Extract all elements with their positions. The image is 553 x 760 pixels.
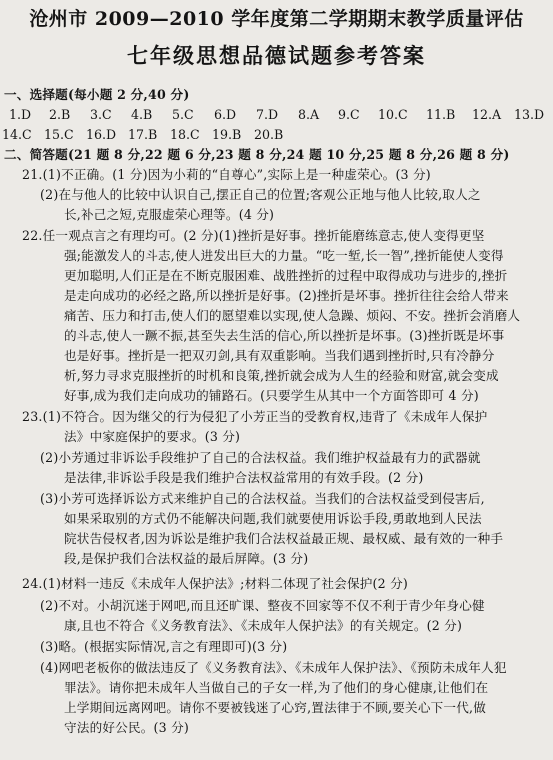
answer-line: (2)在与他人的比较中认识自己,摆正自己的位置;客观公正地与他人比较,取人之 bbox=[40, 187, 481, 202]
mcq-answer: 10.C bbox=[378, 107, 408, 122]
mcq-answer: 5.C bbox=[172, 107, 194, 122]
mcq-answer: 2.B bbox=[49, 107, 71, 122]
answer-line: 守法的好公民。(3 分) bbox=[64, 720, 189, 735]
answer-line: 23.(1)不符合。因为继父的行为侵犯了小芳正当的受教育权,违背了《未成年人保护 bbox=[22, 409, 488, 424]
answer-line: 罪法》。请你把未成年人当做自己的子女一样,为了他们的身心健康,让他们在 bbox=[64, 680, 489, 695]
answer-line: 好事,成为我们走向成功的铺路石。(只要学生从其中一个方面答即可 4 分) bbox=[64, 388, 479, 403]
answer-line: 也是好事。挫折是一把双刃剑,具有双重影响。当我们遇到挫折时,只有冷静分 bbox=[64, 348, 495, 363]
section2-heading: 二、简答题(21 题 8 分,22 题 6 分,23 题 8 分,24 题 10 分,25 题 8 分,26 题 8 分) bbox=[4, 147, 510, 162]
mcq-answer: 4.B bbox=[131, 107, 153, 122]
mcq-answer: 12.A bbox=[472, 107, 502, 122]
mcq-answer: 8.A bbox=[298, 107, 320, 122]
mcq-answer: 9.C bbox=[338, 107, 360, 122]
answer-line: (2)不对。小胡沉迷于网吧,而且还旷课、整夜不回家等不仅不利于青少年身心健 bbox=[40, 598, 485, 613]
answer-line: 康,且也不符合《义务教育法》、《未成年人保护法》的有关规定。(2 分) bbox=[64, 618, 463, 633]
answer-line: 院状告侵权者,因为诉讼是维护我们合法权益最正规、最权威、最有效的一种手 bbox=[64, 531, 504, 546]
answer-line: (2)小芳通过非诉讼手段维护了自己的合法权益。我们维护权益最有力的武器就 bbox=[40, 450, 481, 465]
mcq-answer: 6.D bbox=[214, 107, 237, 122]
answer-line: 是法律,非诉讼手段是我们维护合法权益常用的有效手段。(2 分) bbox=[64, 470, 424, 485]
answer-line: 21.(1)不正确。(1 分)因为小莉的“自尊心”,实际上是一种虚荣心。(3 分) bbox=[22, 167, 431, 182]
answer-line: 更加聪明,人们正是在不断克服困难、战胜挫折的过程中取得成功与进步的,挫折 bbox=[64, 268, 508, 283]
answer-line: 上学期间远离网吧。请你不要被钱迷了心窍,置法律于不顾,要关心下一代,做 bbox=[64, 700, 487, 715]
answer-line: 的斗志,使人一蹶不振,甚至失去生活的信心,所以挫折是坏事。(3)挫折既是坏事 bbox=[64, 328, 505, 343]
section1-heading: 一、选择题(每小题 2 分,40 分) bbox=[4, 87, 190, 102]
answer-line: 24.(1)材料一违反《未成年人保护法》;材料二体现了社会保护(2 分) bbox=[22, 576, 408, 591]
document-subtitle: 七年级思想品德试题参考答案 bbox=[127, 43, 426, 68]
answer-line: (3)略。(根据实际情况,言之有理即可)(3 分) bbox=[40, 639, 288, 654]
mcq-answer: 3.C bbox=[90, 107, 112, 122]
answer-line: 段,是保护我们合法权益的最后屏障。(3 分) bbox=[64, 551, 309, 566]
mcq-answer: 1.D bbox=[9, 107, 32, 122]
answer-line: 如果采取别的方式仍不能解决问题,我们就要使用诉讼手段,勇敢地到人民法 bbox=[64, 511, 482, 526]
mcq-answer: 19.B bbox=[212, 127, 242, 142]
mcq-answer: 16.D bbox=[86, 127, 117, 142]
answer-line: (3)小芳可选择诉讼方式来维护自己的合法权益。当我们的合法权益受到侵害后, bbox=[40, 491, 485, 506]
mcq-answer: 15.C bbox=[44, 127, 74, 142]
answer-line: 痛苦、压力和打击,使人们的愿望难以实现,使人急躁、烦闷、不安。挫折会消磨人 bbox=[64, 308, 521, 323]
mcq-answer: 20.B bbox=[254, 127, 284, 142]
mcq-answer: 17.B bbox=[128, 127, 158, 142]
answer-line: 长,补己之短,克服虚荣心理等。(4 分) bbox=[64, 207, 275, 222]
answer-line: 法》中家庭保护的要求。(3 分) bbox=[64, 429, 241, 444]
mcq-answer: 13.D bbox=[514, 107, 545, 122]
answer-line: 是走向成功的必经之路,所以挫折是好事。(2)挫折是坏事。挫折往往会给人带来 bbox=[64, 288, 509, 303]
mcq-answer: 18.C bbox=[170, 127, 200, 142]
mcq-answer: 14.C bbox=[2, 127, 32, 142]
mcq-answer: 11.B bbox=[426, 107, 456, 122]
mcq-answer: 7.D bbox=[256, 107, 279, 122]
document-title: 沧州市 2009—2010 学年度第二学期期末教学质量评估 bbox=[29, 8, 524, 30]
answer-line: 析,努力寻求克服挫折的时机和良策,挫折就会成为人生的经验和财富,就会变成 bbox=[64, 368, 499, 383]
answer-line: 强;能激发人的斗志,使人进发出巨大的力量。“吃一堑,长一智”,挫折能使人变得 bbox=[64, 248, 504, 263]
answer-line: (4)网吧老板你的做法违反了《义务教育法》、《未成年人保护法》、《预防未成年人犯 bbox=[40, 660, 507, 675]
answer-line: 22.任一观点言之有理均可。(2 分)(1)挫折是好事。挫折能磨练意志,使人变得更坚 bbox=[22, 228, 485, 243]
